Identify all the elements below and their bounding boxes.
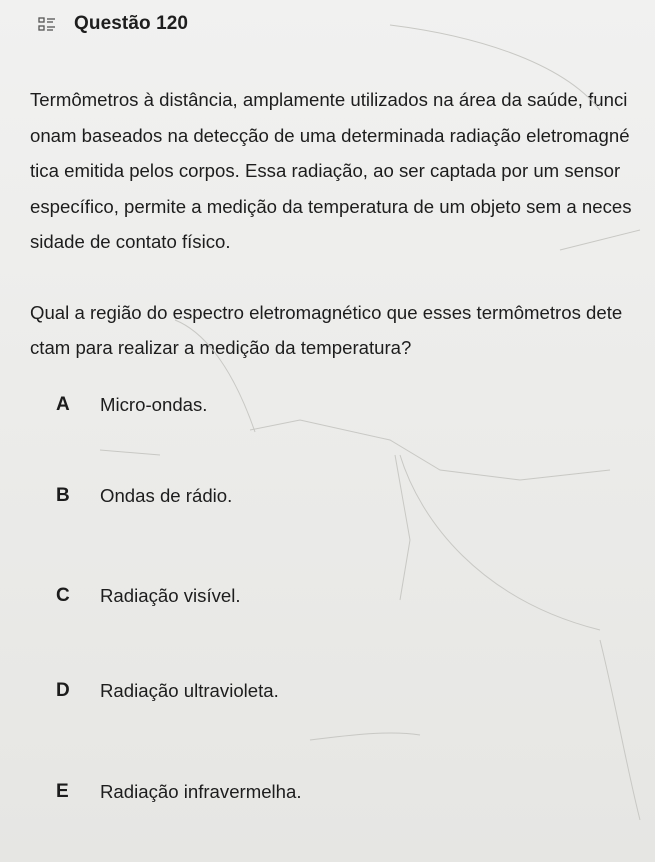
stem-line: ctam para realizar a medição da temperatura?: [30, 337, 412, 358]
option-text: Ondas de rádio.: [100, 485, 233, 506]
question-header: [38, 12, 188, 36]
stem-line: onam baseados na detecção de uma determinada radiação eletromagné: [30, 124, 630, 146]
stem-line: específico, permite a medição da temperatura de um objeto sem a neces: [30, 195, 632, 217]
option-b[interactable]: [56, 483, 232, 509]
option-e[interactable]: [56, 779, 302, 805]
stem-paragraph-context: [30, 82, 635, 260]
stem-line: tica emitida pelos corpos. Essa radiação, ao ser captada por um sensor: [30, 160, 621, 181]
option-text: Radiação visível.: [100, 585, 241, 606]
option-text: Radiação ultravioleta.: [100, 680, 279, 701]
option-a[interactable]: [56, 392, 207, 418]
list-icon: [38, 16, 56, 32]
option-c[interactable]: [56, 583, 241, 609]
option-letter: D: [56, 680, 70, 701]
option-text: Radiação infravermelha.: [100, 781, 302, 802]
stem-line: sidade de contato físico.: [30, 231, 231, 252]
option-text: Micro-ondas.: [100, 394, 208, 415]
stem-line: Qual a região do espectro eletromagnético que esses termômetros dete: [30, 301, 623, 323]
option-letter: B: [56, 485, 70, 506]
question-title: Questão 120: [74, 13, 189, 34]
option-letter: C: [56, 585, 70, 606]
stem-line: Termômetros à distância, amplamente utilizados na área da saúde, funci: [30, 89, 628, 110]
option-letter: E: [56, 781, 69, 802]
option-letter: A: [56, 394, 70, 415]
option-d[interactable]: [56, 678, 279, 704]
question-stem: [30, 82, 635, 366]
stem-paragraph-question: [30, 295, 635, 366]
